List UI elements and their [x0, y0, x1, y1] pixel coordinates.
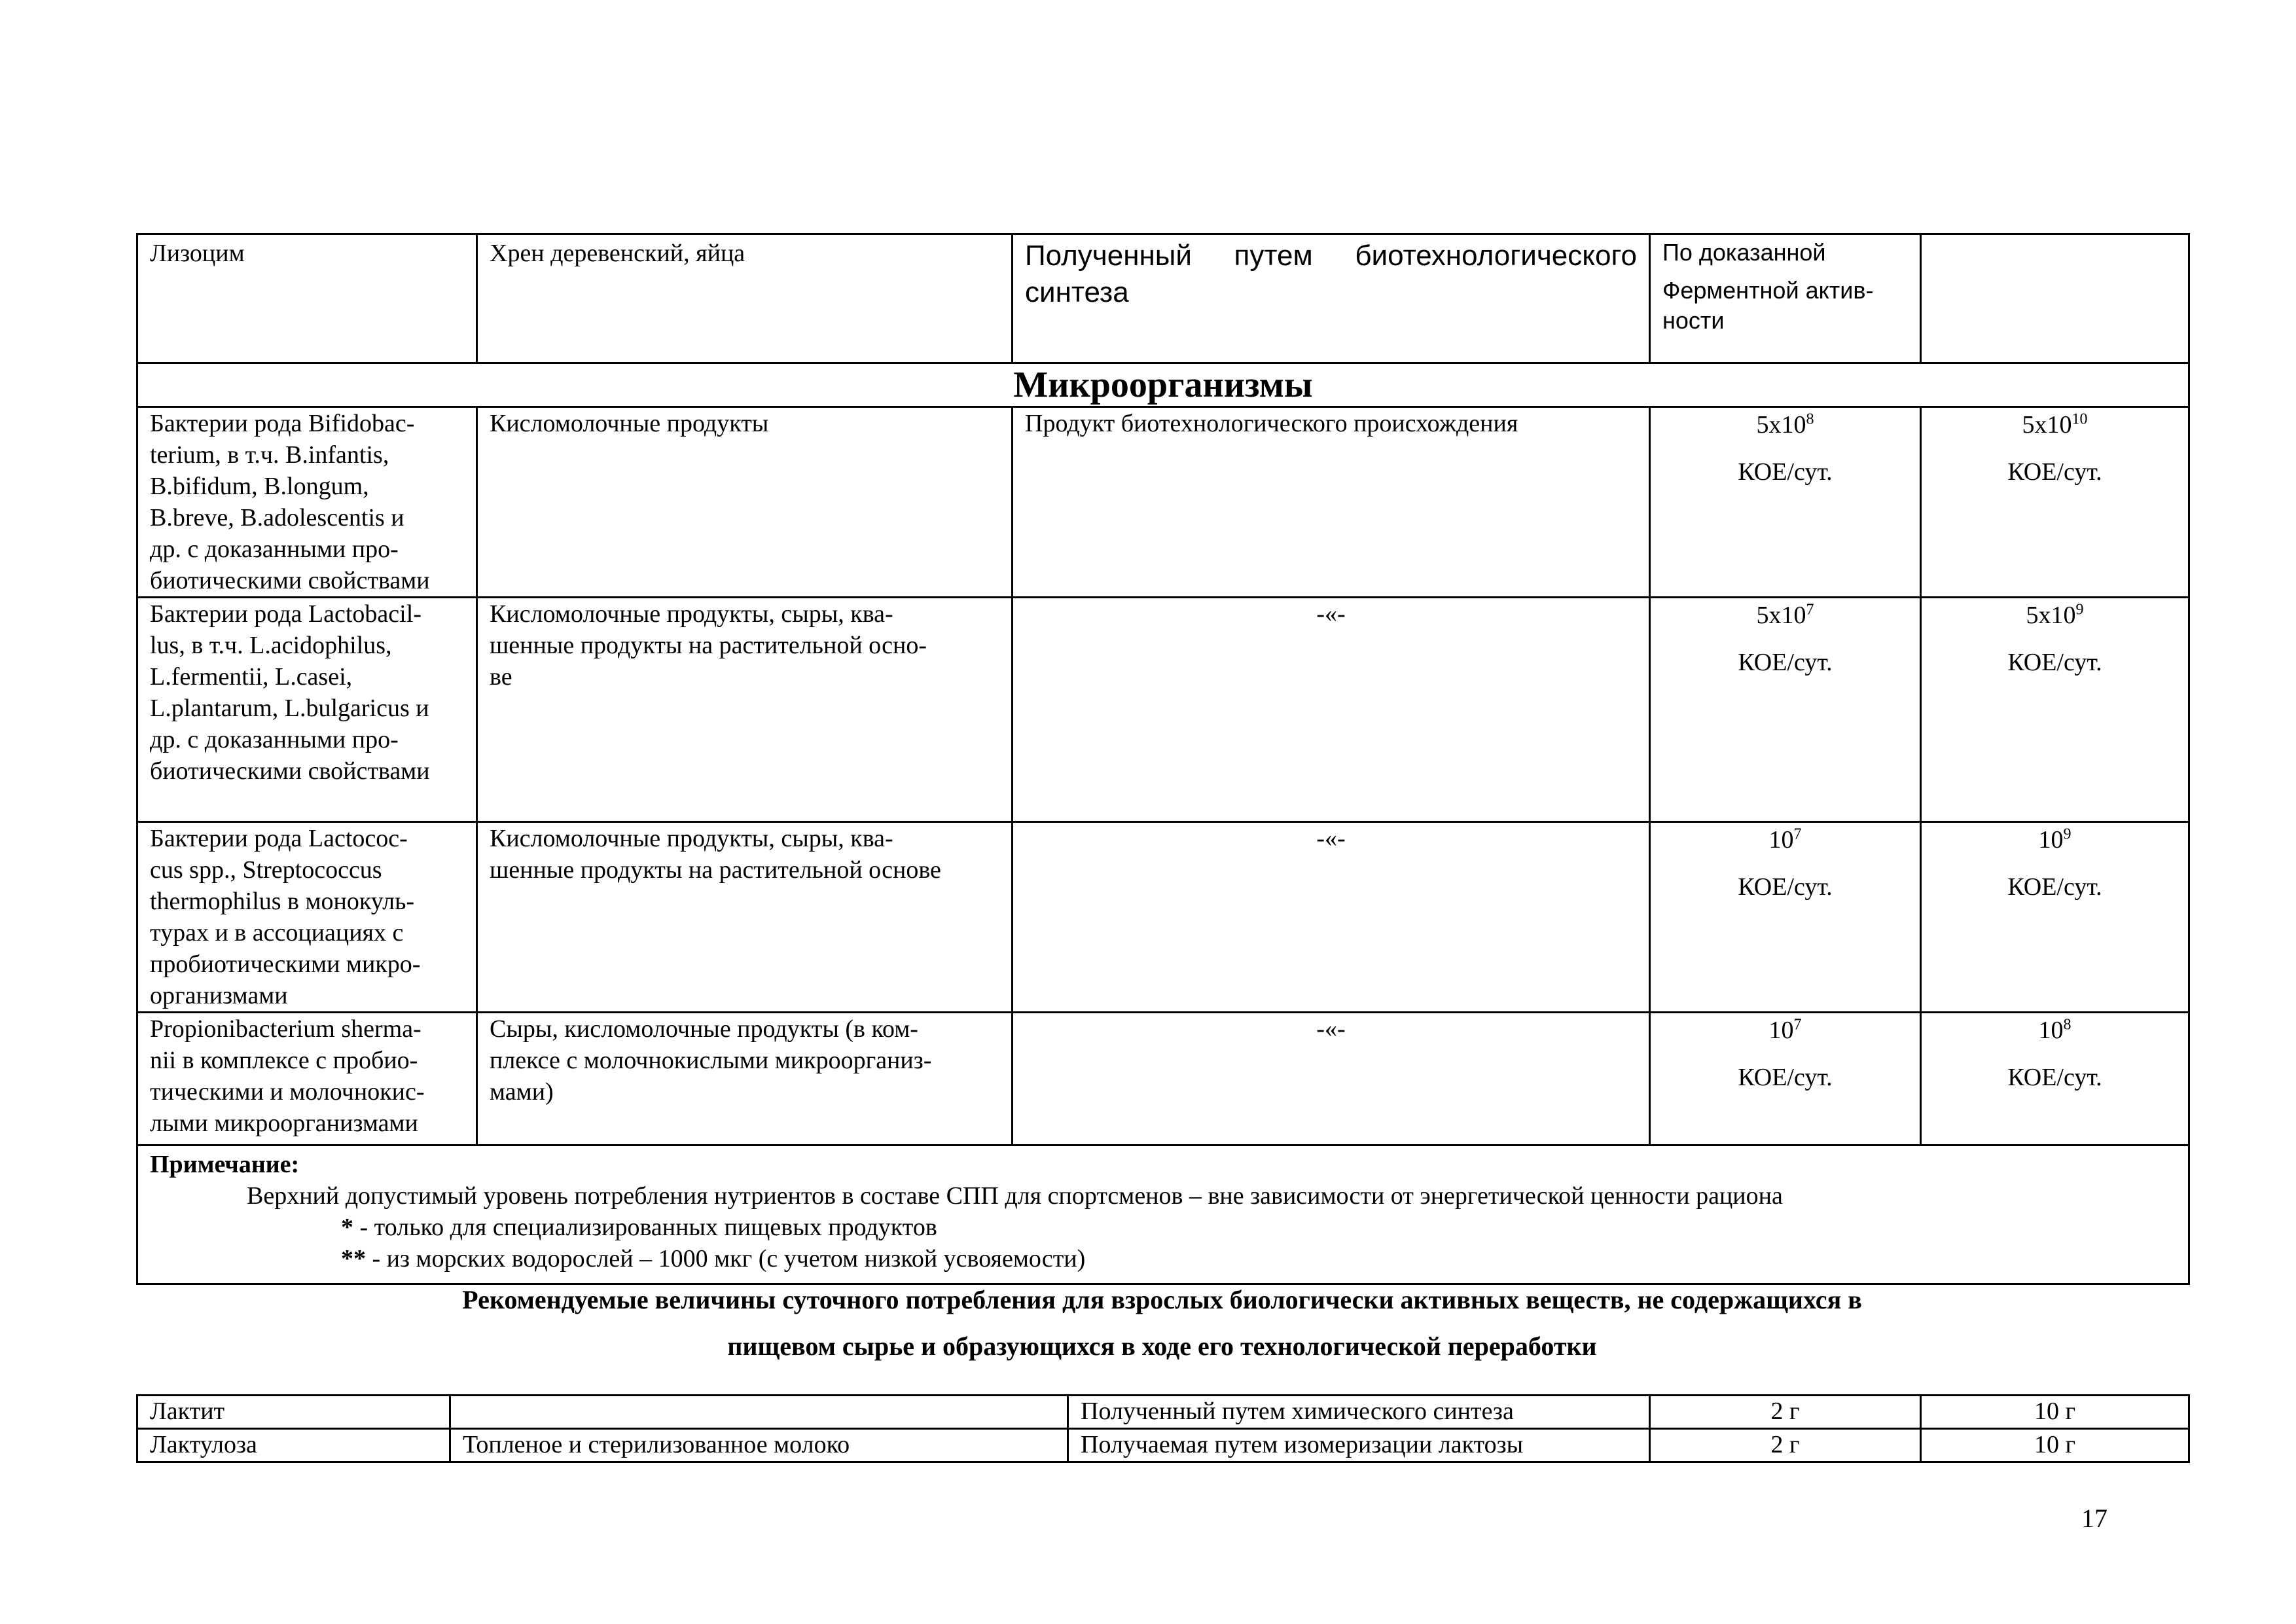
lysozyme-name: Лизоцим — [150, 240, 245, 267]
name-line: cus spp., Streptococcus — [150, 856, 382, 884]
name-line: L.fermentii, L.casei, — [150, 663, 353, 691]
note-text: - из морских водорослей – 1000 мкг (с учетом низкой усвояемости) — [366, 1245, 1086, 1272]
cell-method — [1013, 407, 1650, 598]
upper-unit: КОЕ/сут. — [2007, 458, 2102, 486]
cell-method — [1013, 234, 1650, 363]
note-row — [137, 1146, 2189, 1284]
adequate-value — [1769, 826, 1802, 854]
name-line: др. с доказанными про- — [150, 535, 399, 563]
source-line: плексе с молочнокислыми микроорганиз- — [490, 1047, 932, 1074]
source-line: Кисломолочные продукты, сыры, ква- — [490, 825, 893, 852]
cell-method — [1013, 1013, 1650, 1146]
name-line: Бактерии рода Lactobacil- — [150, 600, 422, 628]
adequate-unit: КОЕ/сут. — [1738, 649, 1833, 676]
lysozyme-level-line1: По доказанной — [1662, 239, 1826, 266]
name-line: nii в комплексе с пробио- — [150, 1047, 418, 1074]
section-heading-line1: Рекомендуемые величины суточного потребления для взрослых биологически активных веществ, не содержащихся в — [462, 1285, 1862, 1314]
upper-exponent: 10 — [2072, 410, 2088, 428]
substances-table — [136, 1394, 2190, 1463]
upper-base: 10 — [2038, 1017, 2064, 1044]
cell-adequate — [1650, 1013, 1921, 1146]
cell-upper: 10 г — [1921, 1429, 2189, 1462]
cell-adequate — [1650, 822, 1921, 1013]
source-line: Сыры, кисломолочные продукты (в ком- — [490, 1015, 918, 1043]
upper-base: 10 — [2038, 826, 2064, 854]
lysozyme-source: Хрен деревенский, яйца — [490, 240, 745, 267]
table-row — [137, 1013, 2189, 1146]
method-text: Продукт биотехнологического происхождения — [1025, 410, 1518, 437]
note-title: Примечание: — [150, 1151, 300, 1178]
method-text: -«- — [1316, 825, 1346, 852]
adequate-value — [1757, 602, 1814, 629]
name-line: B.bifidum, B.longum, — [150, 473, 369, 500]
upper-value — [2039, 826, 2072, 854]
lysozyme-method-line1: Полученный путем биотехнологического — [1025, 240, 1637, 272]
cell-name — [137, 822, 477, 1013]
adequate-exponent: 7 — [1793, 1016, 1802, 1034]
upper-exponent: 9 — [2063, 825, 2072, 843]
lysozyme-method-line2: синтеза — [1025, 276, 1129, 308]
upper-unit: КОЕ/сут. — [2007, 649, 2102, 676]
page-number: 17 — [2081, 1504, 2108, 1533]
cell-source — [477, 1013, 1013, 1146]
adequate-unit: КОЕ/сут. — [1738, 1064, 1833, 1091]
name-line: Бактерии рода Lactococ- — [150, 825, 408, 852]
cell-upper — [1921, 1013, 2189, 1146]
cell-upper — [1921, 234, 2189, 363]
cell-adequate: 2 г — [1650, 1396, 1921, 1429]
upper-value — [2022, 411, 2088, 439]
name-line: thermophilus в монокуль- — [150, 888, 415, 915]
upper-unit: КОЕ/сут. — [2007, 873, 2102, 901]
cell-name — [137, 598, 477, 822]
upper-exponent: 8 — [2063, 1016, 2072, 1034]
cell-adequate — [1650, 598, 1921, 822]
adequate-exponent: 7 — [1806, 601, 1814, 619]
source-line: шенные продукты на растительной основе — [490, 856, 941, 884]
adequate-unit: КОЕ/сут. — [1738, 873, 1833, 901]
cell-source: Топленое и стерилизованное молоко — [450, 1429, 1068, 1462]
cell-name — [137, 234, 477, 363]
adequate-base: 10 — [1768, 826, 1794, 854]
adequate-base: 5x10 — [1756, 411, 1806, 439]
cell-source — [477, 822, 1013, 1013]
source-line: Кисломолочные продукты — [490, 410, 769, 437]
cell-adequate — [1650, 234, 1921, 363]
adequate-base: 5x10 — [1756, 602, 1806, 629]
note-text: - только для специализированных пищевых продуктов — [353, 1214, 937, 1241]
note-line — [150, 1212, 2176, 1243]
name-line: terium, в т.ч. B.infantis, — [150, 441, 389, 469]
cell-upper: 10 г — [1921, 1396, 2189, 1429]
nutrients-table — [136, 233, 2190, 1285]
source-line: ве — [490, 663, 512, 691]
upper-exponent: 9 — [2075, 601, 2084, 619]
lysozyme-level-line2: Ферментной актив- — [1662, 277, 1874, 304]
method-text: -«- — [1316, 600, 1346, 628]
upper-value — [2039, 1017, 2072, 1044]
upper-unit: КОЕ/сут. — [2007, 1064, 2102, 1091]
adequate-unit: КОЕ/сут. — [1738, 458, 1833, 486]
cell-upper — [1921, 822, 2189, 1013]
cell-name — [137, 407, 477, 598]
table-row — [137, 1429, 2189, 1462]
adequate-value — [1769, 1017, 1802, 1044]
table-row — [137, 822, 2189, 1013]
cell-name: Лактулоза — [137, 1429, 450, 1462]
method-text: -«- — [1316, 1015, 1346, 1043]
adequate-exponent: 8 — [1806, 410, 1814, 428]
cell-name — [137, 1013, 477, 1146]
name-line: L.plantarum, L.bulgaricus и — [150, 695, 429, 722]
name-line: др. с доказанными про- — [150, 726, 399, 753]
cell-method: Получаемая путем изомеризации лактозы — [1068, 1429, 1650, 1462]
cell-source — [477, 598, 1013, 822]
cell-source — [477, 407, 1013, 598]
name-line: lus, в т.ч. L.acidophilus, — [150, 632, 392, 659]
table-row — [137, 1396, 2189, 1429]
name-line: B.breve, B.adolescentis и — [150, 504, 404, 532]
upper-base: 5x10 — [2022, 411, 2072, 439]
adequate-exponent: 7 — [1793, 825, 1802, 843]
name-line: биотическими свойствами — [150, 757, 430, 785]
table-row — [137, 598, 2189, 822]
cell-upper — [1921, 407, 2189, 598]
table-row — [137, 407, 2189, 598]
note-cell — [137, 1146, 2189, 1284]
note-mark: ** — [341, 1245, 366, 1272]
name-line: организмами — [150, 982, 288, 1009]
name-line: турах и в ассоциациях с — [150, 919, 404, 947]
note-line — [150, 1243, 2176, 1274]
cell-method — [1013, 822, 1650, 1013]
name-line: биотическими свойствами — [150, 567, 430, 594]
name-line: Бактерии рода Bifidobac- — [150, 410, 415, 437]
section-heading-line2: пищевом сырье и образующихся в ходе его технологической переработки — [727, 1331, 1597, 1361]
source-line: Кисломолочные продукты, сыры, ква- — [490, 600, 893, 628]
cell-upper — [1921, 598, 2189, 822]
lysozyme-level-line3: ности — [1662, 307, 1725, 334]
adequate-base: 10 — [1768, 1017, 1794, 1044]
upper-value — [2026, 602, 2084, 629]
note-mark: * — [341, 1214, 353, 1241]
section-title: Микроорганизмы — [137, 363, 2189, 407]
cell-adequate: 2 г — [1650, 1429, 1921, 1462]
name-line: Propionibacterium sherma- — [150, 1015, 422, 1043]
cell-source — [477, 234, 1013, 363]
cell-adequate — [1650, 407, 1921, 598]
name-line: лыми микроорганизмами — [150, 1110, 418, 1137]
source-line: мами) — [490, 1078, 554, 1106]
table-row-lysozyme — [137, 234, 2189, 363]
cell-method — [1013, 598, 1650, 822]
name-line: тическими и молочнокис- — [150, 1078, 425, 1106]
adequate-value — [1757, 411, 1814, 439]
name-line: пробиотическими микро- — [150, 950, 421, 978]
section-row — [137, 363, 2189, 407]
source-line: шенные продукты на растительной осно- — [490, 632, 927, 659]
cell-method: Полученный путем химического синтеза — [1068, 1396, 1650, 1429]
cell-source — [450, 1396, 1068, 1429]
note-line: Верхний допустимый уровень потребления нутриентов в составе СПП для спортсменов – вне зависимости от энергетической ценности рациона — [247, 1182, 1783, 1210]
cell-name: Лактит — [137, 1396, 450, 1429]
upper-base: 5x10 — [2026, 602, 2076, 629]
